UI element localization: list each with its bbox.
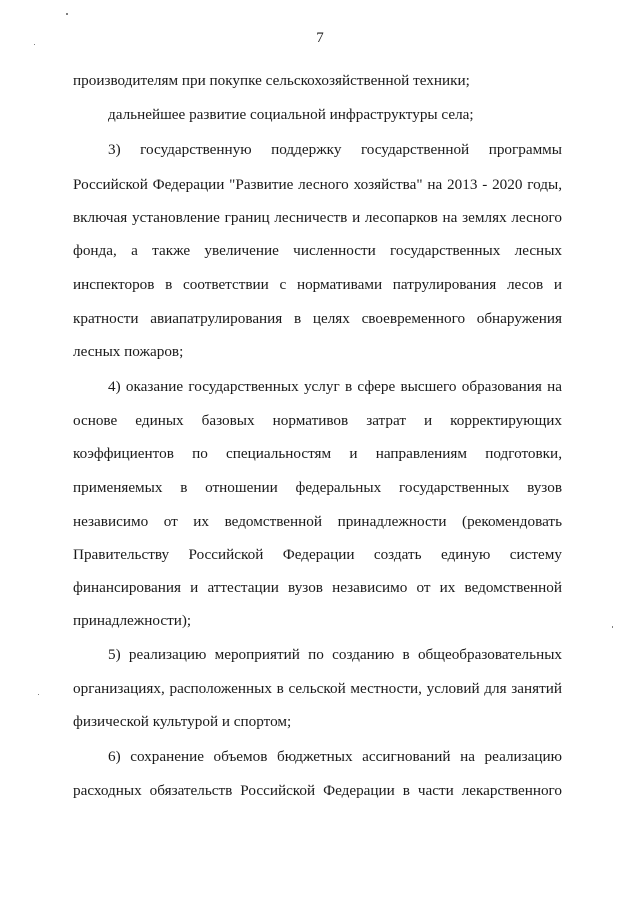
text-line: основе единых базовых нормативов затрат и корректирующих <box>73 412 562 429</box>
text-line: финансирования и аттестации вузов независимо от их ведомственной <box>73 579 562 596</box>
list-item-marker-line: 5) реализацию мероприятий по созданию в общеобразовательных <box>108 646 562 663</box>
text-line: Правительству Российской Федерации создать единую систему <box>73 546 562 563</box>
text-line: лесных пожаров; <box>73 343 184 360</box>
text-line: применяемых в отношении федеральных государственных вузов <box>73 479 562 496</box>
text-line: фонда, а также увеличение численности государственных лесных <box>73 242 562 259</box>
list-item-marker-line: 6) сохранение объемов бюджетных ассигнований на реализацию <box>108 748 562 765</box>
list-item-marker-line: 4) оказание государственных услуг в сфере высшего образования на <box>108 378 562 395</box>
text-line: дальнейшее развитие социальной инфраструктуры села; <box>108 106 474 123</box>
text-line: включая установление границ лесничеств и лесопарков на землях лесного <box>73 209 562 226</box>
text-line: Российской Федерации "Развитие лесного хозяйства" на 2013 - 2020 годы, <box>73 176 562 193</box>
text-line: инспекторов в соответствии с нормативами патрулирования лесов и <box>73 276 562 293</box>
scan-speck <box>612 626 613 628</box>
text-line: независимо от их ведомственной принадлежности (рекомендовать <box>73 513 562 530</box>
text-line: коэффициентов по специальностям и направлениям подготовки, <box>73 445 562 462</box>
text-line: организациях, расположенных в сельской местности, условий для занятий <box>73 680 562 697</box>
text-line: производителям при покупке сельскохозяйственной техники; <box>73 72 470 89</box>
scan-speck <box>34 44 35 45</box>
text-line: физической культурой и спортом; <box>73 713 292 730</box>
text-line: кратности авиапатрулирования в целях своевременного обнаружения <box>73 310 562 327</box>
scan-speck <box>38 694 39 695</box>
text-line: принадлежности); <box>73 612 192 629</box>
list-item-marker-line: 3) государственную поддержку государственной программы <box>108 141 562 158</box>
page-number: 7 <box>316 30 324 46</box>
scan-speck <box>66 13 68 15</box>
text-line: расходных обязательств Российской Федерации в части лекарственного <box>73 782 562 799</box>
